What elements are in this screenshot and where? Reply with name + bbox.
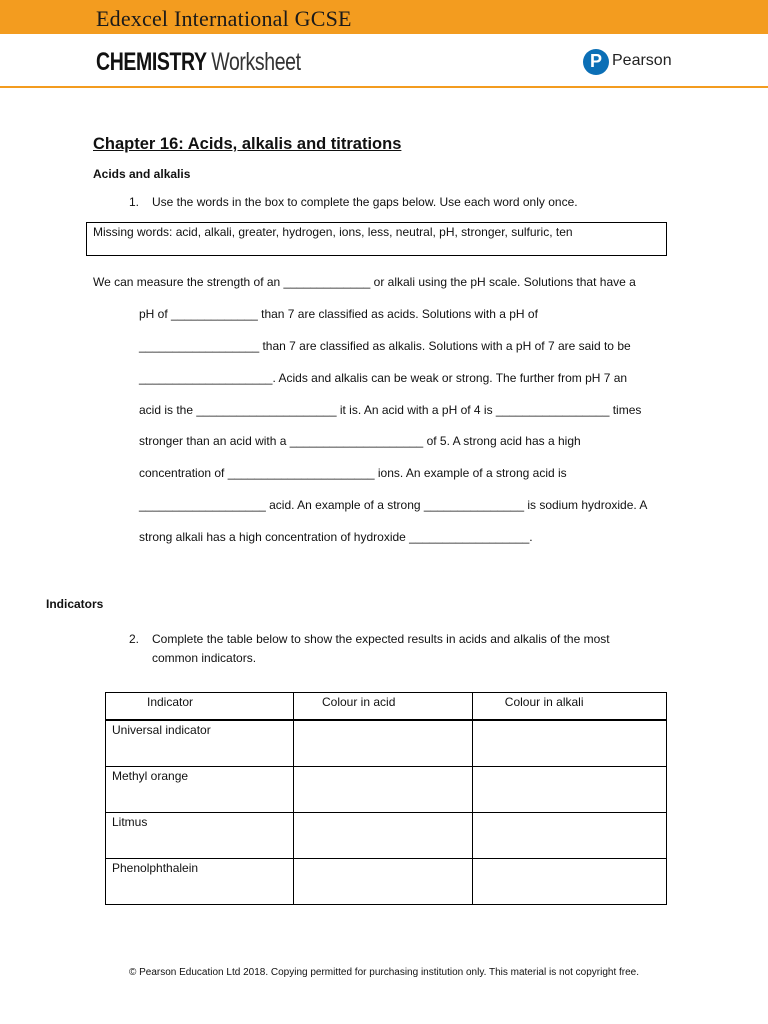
indicator-name-cell: Methyl orange <box>106 767 294 813</box>
indicator-table <box>105 692 667 905</box>
colour-in-alkali-cell[interactable] <box>472 767 666 813</box>
subject-suffix: Worksheet <box>211 48 301 76</box>
table-row <box>106 859 667 905</box>
paragraph-line: ____________________. Acids and alkalis can be weak or strong. The further from pH 7 an <box>139 371 628 385</box>
header-banner <box>0 0 768 34</box>
paragraph-line: strong alkali has a high concentration of hydroxide __________________. <box>139 530 533 544</box>
colour-in-acid-cell[interactable] <box>294 859 473 905</box>
colour-in-alkali-cell[interactable] <box>472 859 666 905</box>
chapter-title: Chapter 16: Acids, alkalis and titrations <box>93 135 402 153</box>
indicator-name-cell: Universal indicator <box>106 720 294 767</box>
question-2-number: 2. <box>129 632 140 646</box>
indicator-name-cell: Litmus <box>106 813 294 859</box>
header-divider <box>0 86 768 88</box>
table-row <box>106 813 667 859</box>
colour-in-alkali-cell[interactable] <box>472 720 666 767</box>
copyright-footer: © Pearson Education Ltd 2018. Copying permitted for purchasing institution only. This material is not copyright free. <box>128 967 640 978</box>
section-heading-acids-alkalis: Acids and alkalis <box>93 167 191 181</box>
colour-in-alkali-cell[interactable] <box>472 813 666 859</box>
paragraph-line: acid is the _____________________ it is. An acid with a pH of 4 is _________________ times <box>139 403 642 417</box>
pearson-logo-initial: P <box>589 51 602 71</box>
paragraph-line: concentration of ______________________ ions. An example of a strong acid is <box>139 466 567 480</box>
paragraph-line: ___________________ acid. An example of a strong _______________ is sodium hydroxide. A <box>139 498 648 512</box>
indicator-name-cell: Phenolphthalein <box>106 859 294 905</box>
question-2-text-line2: common indicators. <box>152 651 257 665</box>
colour-in-acid-cell[interactable] <box>294 813 473 859</box>
colour-in-acid-cell[interactable] <box>294 720 473 767</box>
pearson-logo-text: Pearson <box>612 52 672 69</box>
missing-words-text: Missing words: acid, alkali, greater, hydrogen, ions, less, neutral, pH, stronger, sulfuric, ten <box>93 225 573 239</box>
question-1-number: 1. <box>129 195 140 209</box>
banner-title: Edexcel International GCSE <box>96 6 352 31</box>
missing-words-box <box>86 222 667 256</box>
pearson-logo <box>583 49 673 77</box>
worksheet-subject <box>96 48 301 77</box>
paragraph-line: pH of _____________ than 7 are classified as acids. Solutions with a pH of <box>139 307 538 321</box>
paragraph-line: We can measure the strength of an _____________ or alkali using the pH scale. Solutions that have a <box>93 275 636 289</box>
paragraph-line: __________________ than 7 are classified as alkalis. Solutions with a pH of 7 are said to be <box>139 339 631 353</box>
table-header-colour-acid: Colour in acid <box>294 693 473 721</box>
table-header-colour-alkali: Colour in alkali <box>472 693 666 721</box>
pearson-logo-icon <box>583 49 609 75</box>
question-1-text: Use the words in the box to complete the gaps below. Use each word only once. <box>152 195 578 209</box>
colour-in-acid-cell[interactable] <box>294 767 473 813</box>
section-heading-indicators: Indicators <box>46 597 104 611</box>
table-row <box>106 720 667 767</box>
table-header-row <box>106 693 667 721</box>
subject-name: CHEMISTRY <box>96 48 207 76</box>
question-2-text-line1: Complete the table below to show the expected results in acids and alkalis of the most <box>152 632 610 646</box>
table-row <box>106 767 667 813</box>
table-header-indicator: Indicator <box>106 693 294 721</box>
paragraph-line: stronger than an acid with a ____________________ of 5. A strong acid has a high <box>139 434 581 448</box>
